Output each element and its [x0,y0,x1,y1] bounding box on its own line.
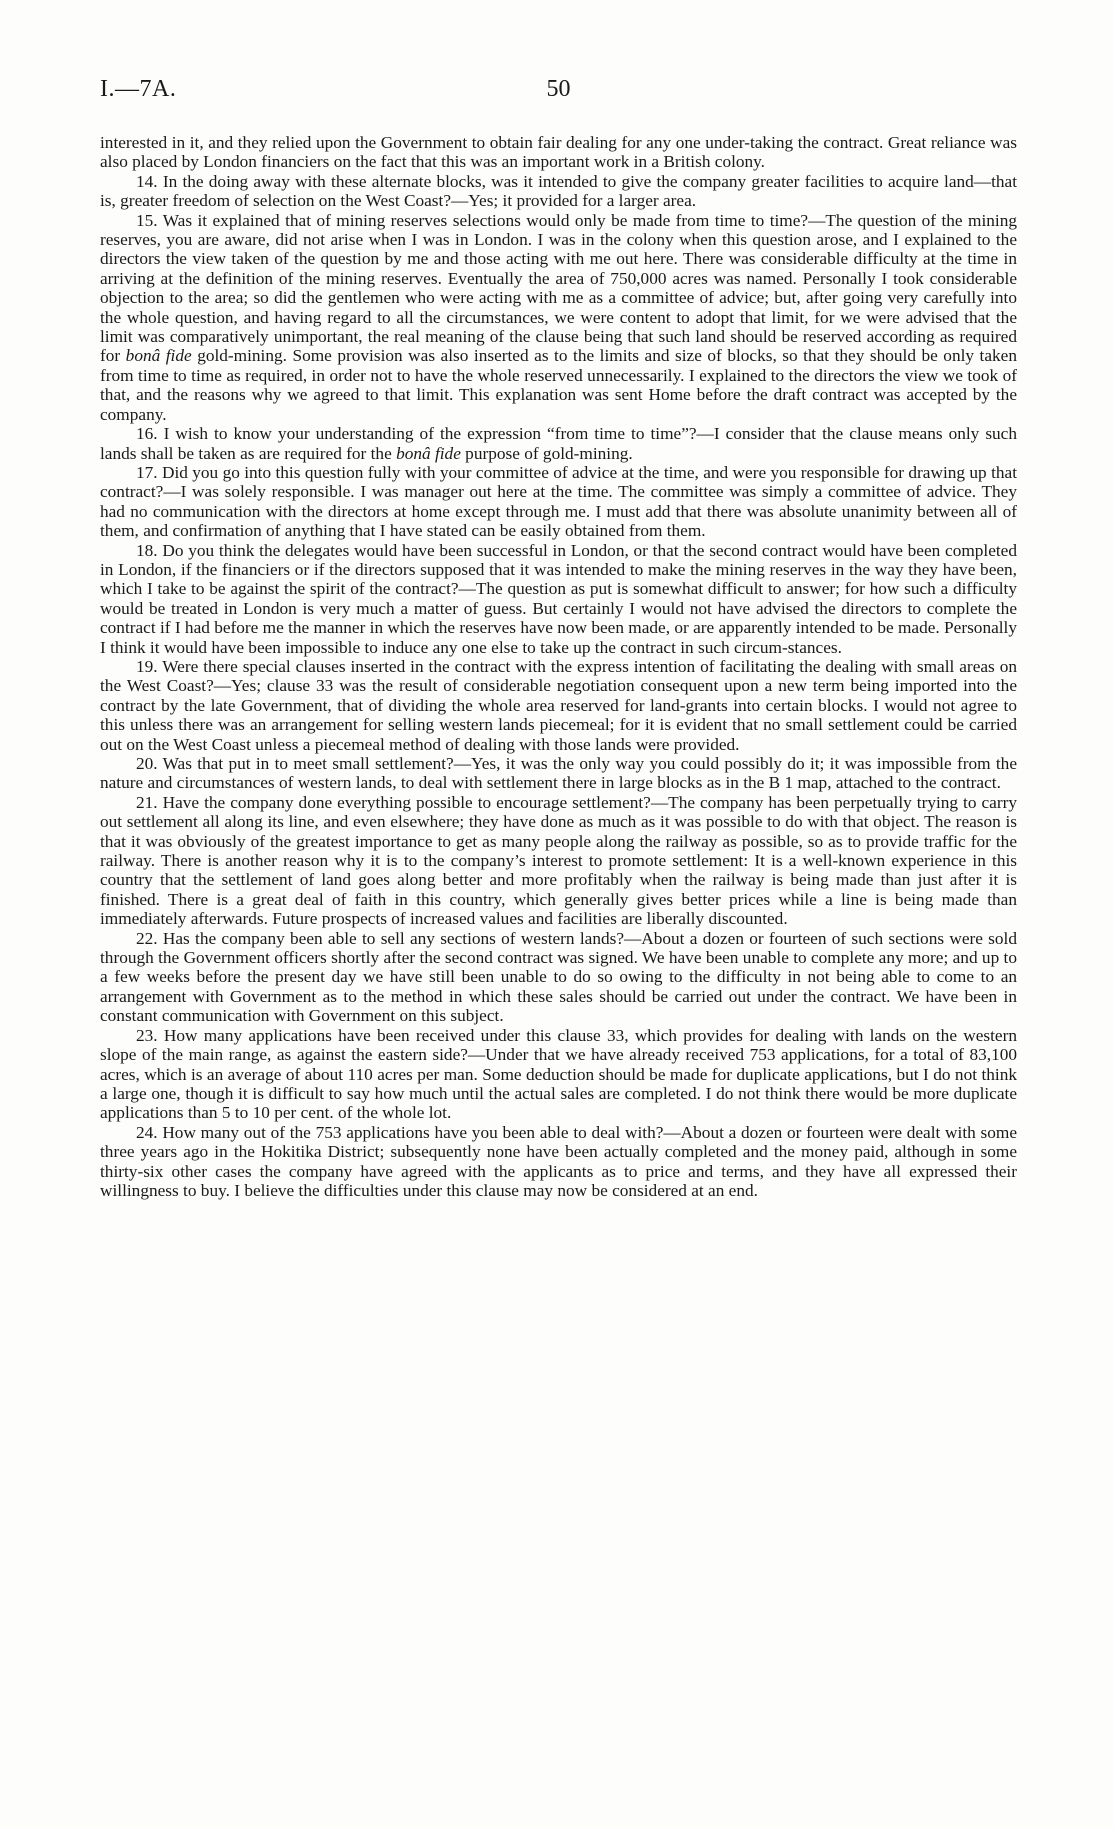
latin-phrase: bonâ fide [396,443,461,463]
paragraph-question-21: 21. Have the company done everything possible to encourage settlement?—The company has been perpetually trying to carry out settlement all along its line, and even elsewhere; they have done as much as it was possible to do with that object. The reason is that it was obviously of the greatest importance to get as many people along the railway as possible, so as to provide traffic for the railway. There is another reason why it is to the company’s interest to promote settlement: It is a well-known experience in this country that the settlement of land goes along better and more profitably when the railway is being made than just after it is finished. There is a great deal of faith in this country, which generally gives better prices while a line is being made than immediately afterwards. Future prospects of increased values and facilities are liberally discounted. [100,792,1017,929]
paragraph-question-23: 23. How many applications have been received under this clause 33, which provides for dealing with lands on the western slope of the main range, as against the eastern side?—Under that we have already received 753 applications, for a total of 83,100 acres, which is an average of about 110 acres per man. Some deduction should be made for duplicate applications, but I do not think a large one, though it is difficult to say how much until the actual sales are completed. I do not think there would be more duplicate applications than 5 to 10 per cent. of the whole lot. [100,1025,1017,1123]
paragraph-question-18: 18. Do you think the delegates would have been successful in London, or that the second contract would have been completed in London, if the financiers or if the directors supposed that it was intended to make the mining reserves in the way they have been, which I take to be against the spirit of the contract?—The question as put is somewhat difficult to answer; for how such a difficulty would be treated in London is very much a matter of guess. But certainly I would not have advised the directors to complete the contract if I had before me the manner in which the reserves have now been made, or are apparently intended to be made. Personally I think it would have been impossible to induce any one else to take up the contract in such circum-stances. [100,540,1017,657]
paragraph-question-14: 14. In the doing away with these alternate blocks, was it intended to give the company greater facilities to acquire land—that is, greater freedom of selection on the West Coast?—Yes; it provided for a larger area. [100,171,1017,211]
paragraph-question-17: 17. Did you go into this question fully with your committee of advice at the time, and were you responsible for drawing up that contract?—I was solely responsible. I was manager out here at the time. The committee was simply a committee of advice. They had no communication with the directors at home except through me. I must add that there was absolute unanimity between all of them, and confirmation of anything that I have stated can be easily obtained from them. [100,462,1017,541]
document-body [100,133,1017,1200]
paragraph-continued: interested in it, and they relied upon the Government to obtain fair dealing for any one under-taking the contract. Great reliance was also placed by London financiers on the fact that this was an important work in a British colony. [100,133,1017,172]
running-header [100,76,1017,110]
paragraph-question-20: 20. Was that put in to meet small settlement?—Yes, it was the only way you could possibly do it; it was impossible from the nature and circumstances of western lands, to deal with settlement there in large blocks as in the B 1 map, attached to the contract. [100,754,1017,793]
paragraph-question-19: 19. Were there special clauses inserted in the contract with the express intention of facilitating the dealing with small areas on the West Coast?—Yes; clause 33 was the result of considerable negotiation consequent upon a new term being imported into the contract by the late Government, that of dividing the whole area reserved for land-grants into certain blocks. I would not agree to this unless there was an arrangement for selling western lands piecemeal; for it is evident that no small settlement could be carried out on the West Coast unless a piecemeal method of dealing with those lands were provided. [100,656,1017,754]
paragraph-question-16: 16. I wish to know your understanding of the expression “from time to time”?—I consider that the clause means only such lands shall be taken as are required for the bonâ fide purpose of gold-mining. [100,424,1017,463]
page-number: 50 [546,76,571,102]
paragraph-question-15: 15. Was it explained that of mining reserves selections would only be made from time to time?—The question of the mining reserves, you are aware, did not arise when I was in London. I was in the colony when this question arose, and I explained to the directors the view taken of the question by me and those acting with me out here. There was considerable difficulty at the time in arriving at the definition of the mining reserves. Eventually the area of 750,000 acres was named. Personally I took considerable objection to the area; so did the gentlemen who were acting with me as a committee of advice; but, after going very carefully into the whole question, and having regard to all the circumstances, we were content to adopt that limit, for we were advised that the limit was comparatively unimportant, the real meaning of the clause being that such land should be reserved according as required for bonâ fide gold-mining. Some provision was also inserted as to the limits and size of blocks, so that they should be only taken from time to time as required, in order not to have the whole reserved unnecessarily. I explained to the directors the view we took of that, and the reasons why we agreed to that limit. This explanation was sent Home before the draft contract was accepted by the company. [100,210,1017,424]
latin-phrase: bonâ fide [125,346,192,366]
paragraph-question-24: 24. How many out of the 753 applications have you been able to deal with?—About a dozen or fourteen were dealt with some three years ago in the Hokitika District; subsequently none have been actually completed and the money paid, although in some thirty-six other cases the company have agreed with the applicants as to price and terms, and they have all expressed their willingness to buy. I believe the difficulties under this clause may now be considered at an end. [100,1122,1017,1200]
document-identifier: I.—7A. [100,76,177,102]
paragraph-question-22: 22. Has the company been able to sell any sections of western lands?—About a dozen or fourteen of such sections were sold through the Government officers shortly after the second contract was signed. We have been unable to complete any more; and up to a few weeks before the present day we have still been unable to do so owing to the difficulty in not being able to come to an arrangement with Government as to the method in which these sales should be carried out under the contract. We have been in constant communication with Government on this subject. [100,928,1017,1026]
